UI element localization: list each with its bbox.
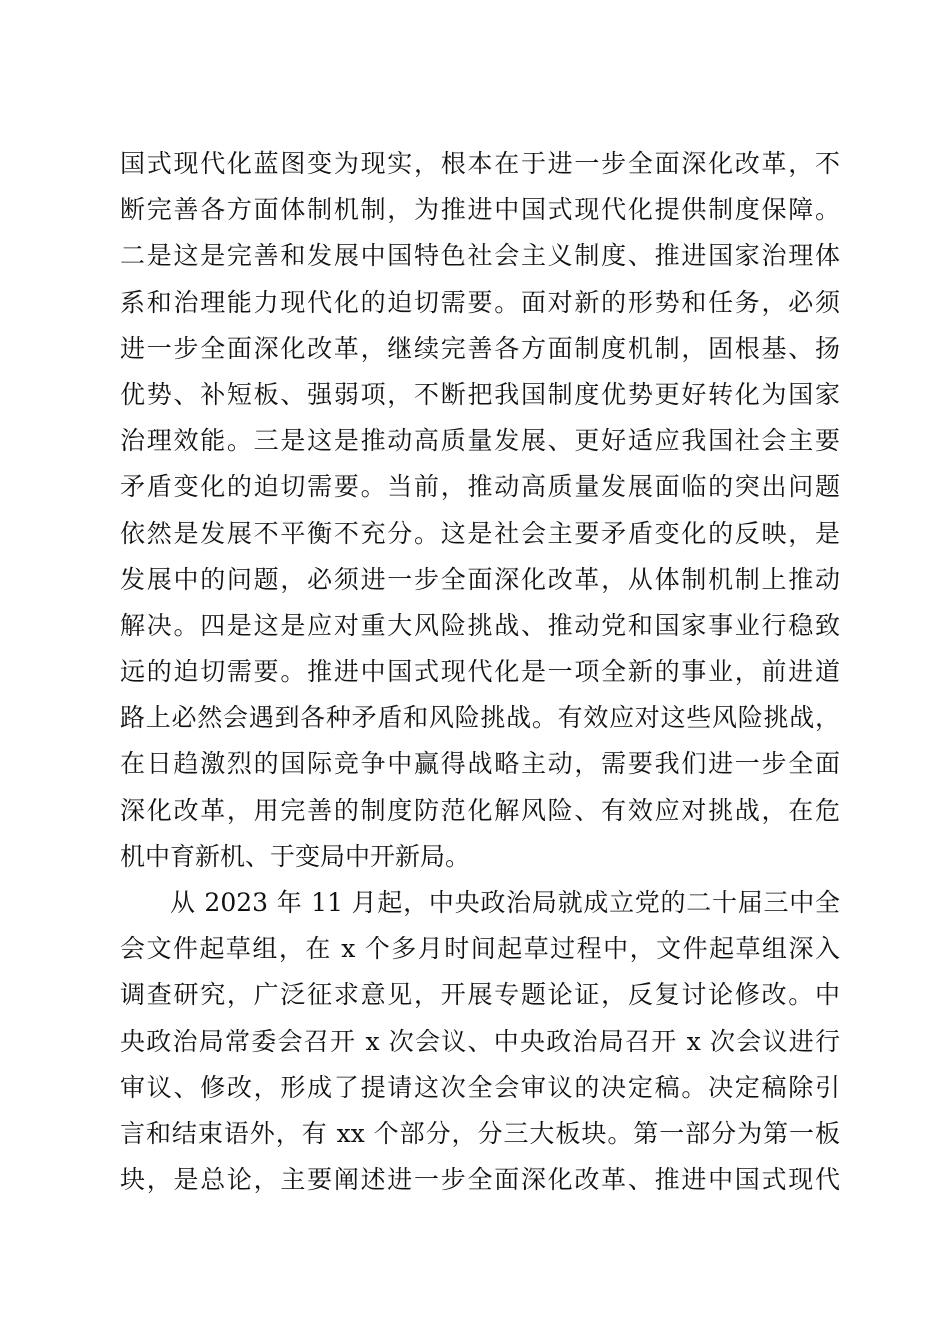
paragraph-2 — [120, 880, 840, 1203]
paragraph-line-last: 机中育新机、于变局中开新局。 — [120, 841, 471, 871]
paragraph-line: 远的迫切需要。推进中国式现代化是一项全新的事业，前进道 — [120, 657, 840, 687]
paragraph-line: 解决。四是这是应对重大风险挑战、推动党和国家事业行稳致 — [120, 610, 840, 640]
paragraph-line: 深化改革，用完善的制度防范化解风险、有效应对挑战，在危 — [120, 795, 840, 825]
paragraph-line: 优势、补短板、强弱项，不断把我国制度优势更好转化为国家 — [120, 379, 840, 409]
paragraph-line: 调查研究，广泛征求意见，开展专题论证，反复讨论修改。中 — [120, 980, 840, 1010]
body-text — [120, 141, 840, 1203]
paragraph-line: 发展中的问题，必须进一步全面深化改革，从体制机制上推动 — [120, 564, 840, 594]
paragraph-line: 路上必然会遇到各种矛盾和风险挑战。有效应对这些风险挑战， — [120, 703, 840, 733]
paragraph-line: 会文件起草组，在 x 个多月时间起草过程中，文件起草组深入 — [120, 934, 840, 964]
paragraph-line-first: 从 2023 年 11 月起，中央政治局就成立党的二十届三中全 — [170, 888, 840, 917]
paragraph-1 — [120, 141, 840, 880]
paragraph-line: 治理效能。三是这是推动高质量发展、更好适应我国社会主要 — [120, 426, 840, 456]
paragraph-line: 审议、修改，形成了提请这次全会审议的决定稿。决定稿除引 — [120, 1072, 840, 1102]
paragraph-line: 央政治局常委会召开 x 次会议、中央政治局召开 x 次会议进行 — [120, 1026, 840, 1056]
paragraph-line: 断完善各方面体制机制，为推进中国式现代化提供制度保障。 — [120, 195, 840, 225]
paragraph-line: 国式现代化蓝图变为现实，根本在于进一步全面深化改革，不 — [120, 149, 840, 178]
paragraph-line: 二是这是完善和发展中国特色社会主义制度、推进国家治理体 — [120, 241, 840, 271]
paragraph-line: 在日趋激烈的国际竞争中赢得战略主动，需要我们进一步全面 — [120, 749, 840, 779]
paragraph-line: 系和治理能力现代化的迫切需要。面对新的形势和任务，必须 — [120, 287, 840, 317]
paragraph-line: 块，是总论，主要阐述进一步全面深化改革、推进中国式现代 — [120, 1165, 840, 1195]
paragraph-line: 矛盾变化的迫切需要。当前，推动高质量发展面临的突出问题 — [120, 472, 840, 502]
paragraph-line: 依然是发展不平衡不充分。这是社会主要矛盾变化的反映，是 — [120, 518, 840, 548]
paragraph-line: 言和结束语外，有 xx 个部分，分三大板块。第一部分为第一板 — [120, 1118, 840, 1148]
paragraph-line: 进一步全面深化改革，继续完善各方面制度机制，固根基、扬 — [120, 333, 840, 363]
